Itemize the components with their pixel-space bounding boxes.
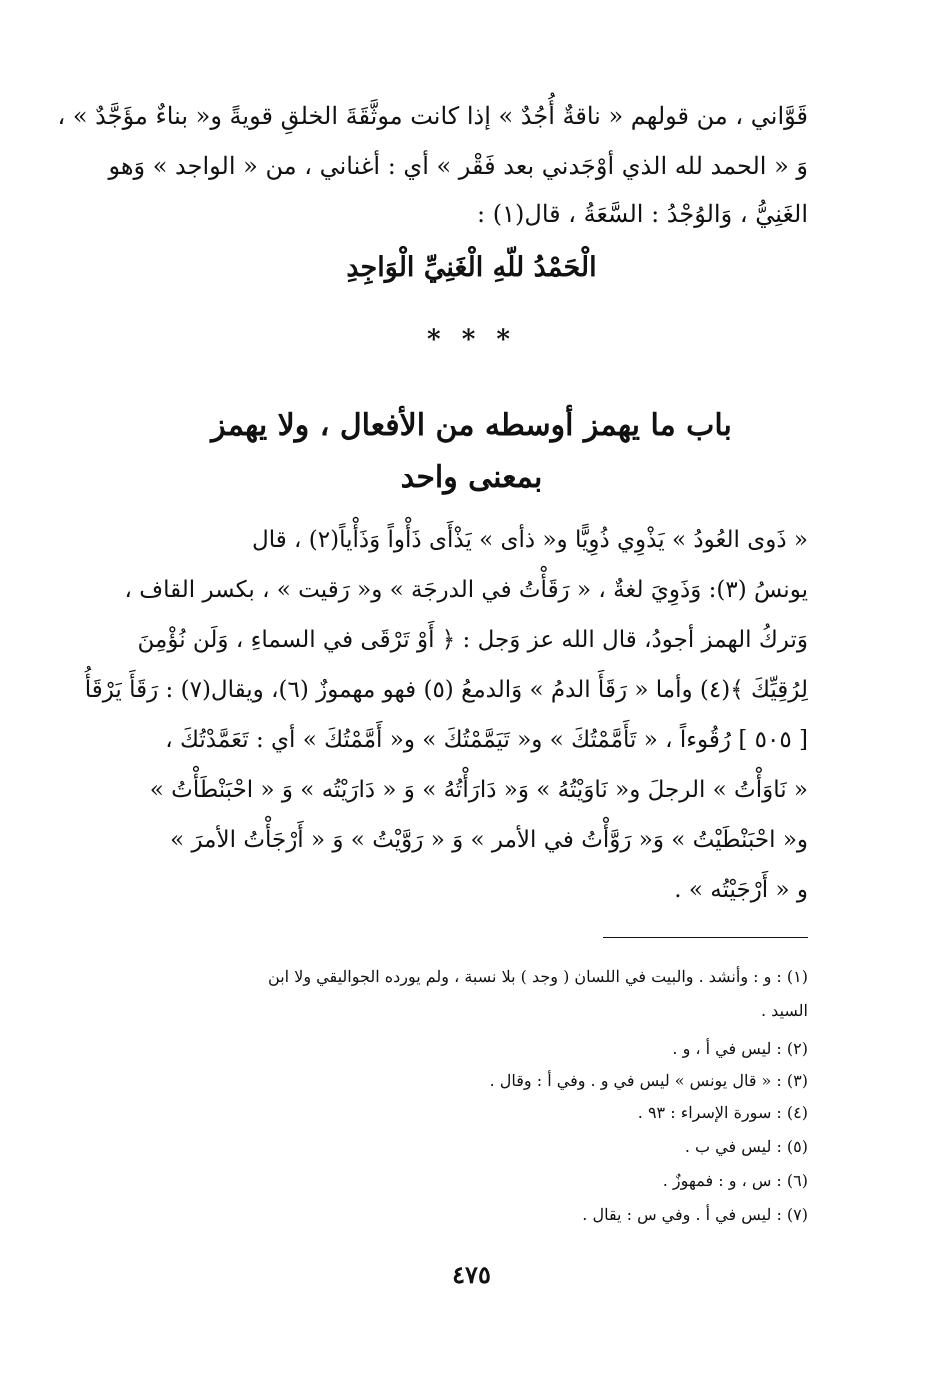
section-body-line-7: و« احْبَنْطَيْتُ » وَ« رَوَّأْتُ في الأمر » وَ « رَوَّيْتُ » وَ « أَرْجَأْتُ الأمرَ » <box>170 827 808 853</box>
poetry-verse: الْحَمْدُ للّهِ الْغَنِيِّ الْوَاجِدِ <box>346 252 597 283</box>
section-heading-line-2: بمعنى واحد <box>400 460 543 495</box>
footnote-6: (٦) : س ، و : فمهوزٌ . <box>662 1171 808 1190</box>
section-body-line-8: و « أَرْجَيْتُه » . <box>674 877 808 903</box>
section-heading-line-1: باب ما يهمز أوسطه من الأفعال ، ولا يهمز <box>211 408 732 443</box>
top-paragraph-line-3: الغَنِيُّ ، وَالوُجْدُ : السَّعَةُ ، قال(١) : <box>477 200 808 228</box>
section-body-line-3: وَتركُ الهمز أجودُ، قال الله عز وَجل : ﴿ أَوْ تَرْقَى في السماءِ ، وَلَن نُؤْمِنَ <box>137 627 808 653</box>
footnote-5: (٥) : ليس في ب . <box>684 1137 808 1156</box>
footnote-3: (٣) : « قال يونس » ليس في و . وفي أ : وقال . <box>489 1071 808 1090</box>
section-separator: * * * <box>427 325 516 355</box>
footnote-4: (٤) : سورة الإسراء : ٩٣ . <box>637 1103 808 1122</box>
section-body-line-6: « نَاوَأْتُ » الرجلَ و« نَاوَيْتُهُ » وَ« دَارَأْتُهُ » وَ « دَارَيْتُه » وَ « احْبَنْطَأْتُ » <box>149 777 808 803</box>
footnote-2: (٢) : ليس في أ ، و . <box>672 1039 808 1058</box>
section-body-line-5: [ ٥٠٥ ] رُقُوءاً ، « تَأَمَّمْتُكَ » و« تَيَمَّمْتُكَ » و« أَمَّمْتُكَ » أي : تَعَمَّدْتُكَ ، <box>165 727 808 753</box>
page-number: ٤٧٥ <box>452 1260 491 1289</box>
section-body-line-1: « ذَوى العُودُ » يَذْوِي ذُوِيًّا و« ذأى » يَذْأَى ذَأْواً وَذَأْياً(٢) ، قال <box>252 527 808 553</box>
section-body-line-2: يونسُ (٣): وَذَوِيَ لغةٌ ، « رَقَأْتُ في الدرجَة » و« رَقيت » ، بكسر القاف ، <box>124 577 808 603</box>
top-paragraph-line-1: قَوَّاني ، من قولهم « ناقةٌ أُجُدٌ » إذا كانت موثَّقَةَ الخلقِ قويةً و« بناءٌ مؤَجَّدٌ » ، <box>57 102 808 130</box>
top-paragraph-line-2: وَ « الحمد لله الذي أوْجَدني بعد فَقْر » أي : أغناني ، من « الواجد » وَهو <box>108 152 808 180</box>
footnote-divider <box>603 937 808 938</box>
footnote-7: (٧) : ليس في أ . وفي س : يقال . <box>582 1205 808 1224</box>
footnote-1-continued: السيد . <box>761 1001 808 1020</box>
section-body-line-4: لِرُقِيِّكَ ﴾(٤) وأما « رَقَأَ الدمُ » وَالدمعُ (٥) فهو مهموزٌ (٦)، ويقال(٧) : رَقَأَ يَرْقَأُ <box>84 677 808 703</box>
footnote-1: (١) : و : وأنشد . والبيت في اللسان ( وجد ) بلا نسبة ، ولم يورده الجواليقي ولا ابن <box>268 967 808 986</box>
